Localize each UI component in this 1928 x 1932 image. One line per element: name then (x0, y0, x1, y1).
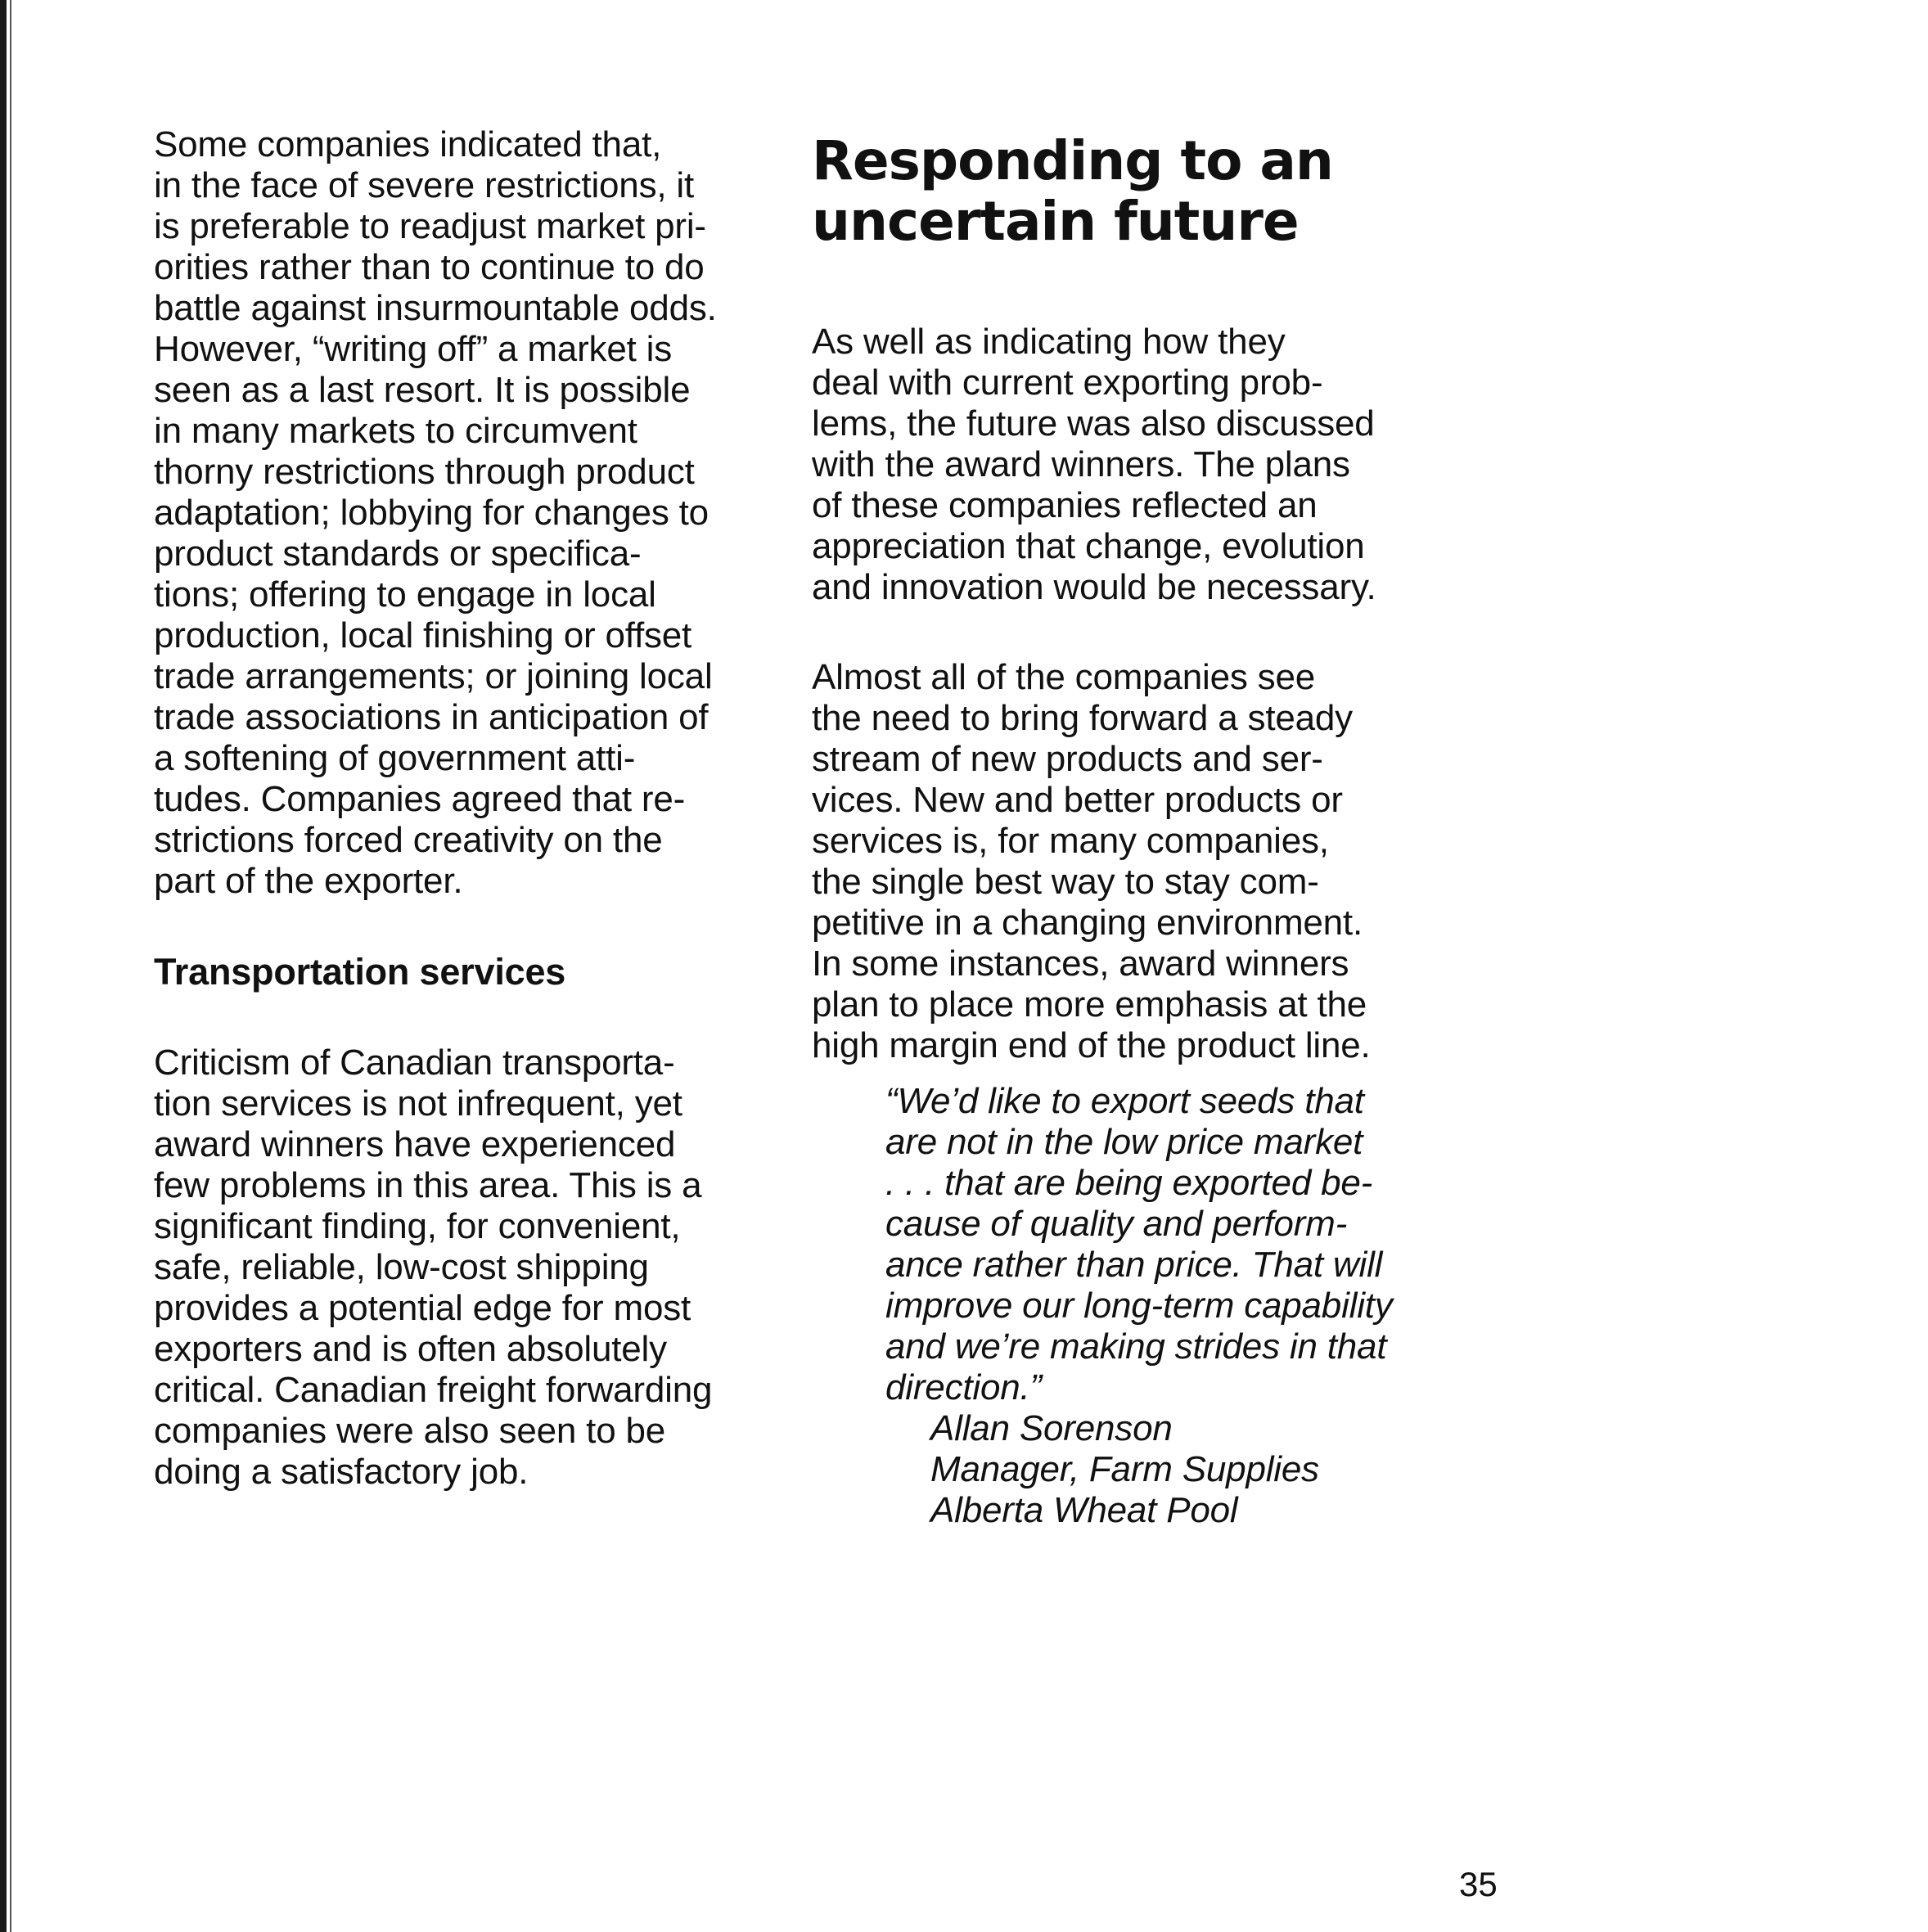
paragraph-spacer (812, 608, 1450, 657)
binding-edge-line (10, 0, 11, 1932)
section-heading-transportation: Transportation services (154, 951, 566, 993)
page-number: 35 (1459, 1865, 1498, 1903)
left-column (154, 124, 784, 1493)
page-title: Responding to an uncertain future (812, 129, 1333, 253)
right-column (812, 131, 1450, 1531)
right-paragraph-future: As well as indicating how they deal with current exporting prob- lems, the future was also discussed with the award winners. The plans of these companies reflected an appreciation that change, evolution and innovation would be necessary. (812, 322, 1376, 607)
binding-edge (0, 0, 7, 1932)
left-paragraph-market-priorities: Some companies indicated that, in the face of severe restrictions, it is preferable to readjust market pri- orities rather than to continue to do battle against insurmountable odds. However, “writing off” a market is seen as a last resort. It is possible in many markets to circumvent thorny restrictions through product adaptation; lobbying for changes to product standards or specifica- tions; offering to engage in local production, local finishing or offset trade arrangements; or joining local trade associations in anticipation of a softening of government atti- tudes. Companies agreed that re- strictions forced creativity on the part of the exporter. (154, 124, 717, 901)
right-paragraph-new-products: Almost all of the companies see the need to bring forward a steady stream of new products and ser- vices. New and better products or services is, for many companies, the single best way to stay com- petitive in a changing environment. In some instances, award winners plan to place more emphasis at the high margin end of the product line. (812, 657, 1371, 1065)
left-paragraph-transportation: Criticism of Canadian transporta- tion services is not infrequent, yet award winners have experienced few problems in this area. This is a significant finding, for convenient, safe, reliable, low-cost shipping provides a potential edge for most exporters and is often absolutely critical. Canadian freight forwarding companies were also seen to be doing a satisfactory job. (154, 1043, 713, 1492)
quote-attribution: Allan Sorenson Manager, Farm Supplies Alberta Wheat Pool (930, 1408, 1319, 1530)
pull-quote: “We’d like to export seeds that are not in the low price market . . . that are being exported be- cause of quality and perform- ance rather than price. That will improve our long-term capability and we’re making strides in that direction.” (885, 1081, 1393, 1407)
